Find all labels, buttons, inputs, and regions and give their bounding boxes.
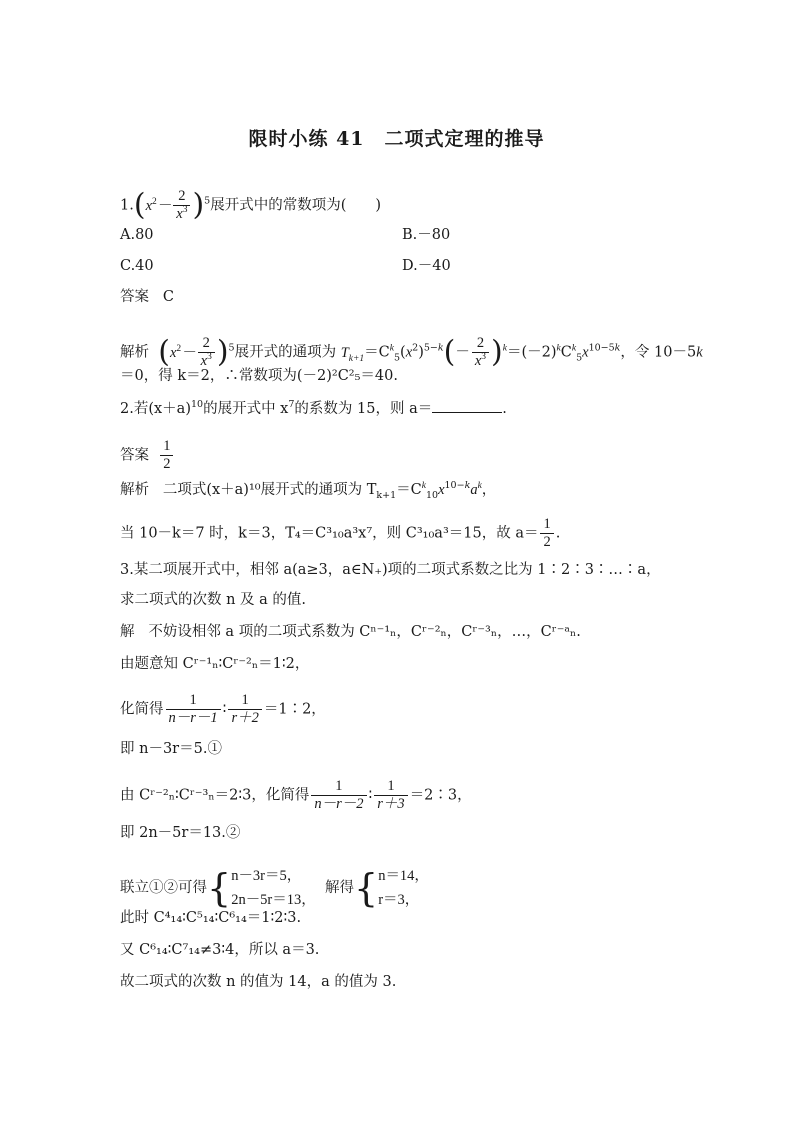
q3-ratio-2: ＝2∶3， [409,787,472,804]
q1-analysis-tail: ，令 10－5 [620,344,697,361]
q1-analysis-label: 解析 [120,344,149,361]
q3-condition-2: 由 Cʳ⁻²ₙ∶Cʳ⁻³ₙ＝2∶3，化简得 [120,787,310,804]
q1-option-a: A.80 [120,227,154,243]
q3-ratio-1: ＝1∶2， [263,701,326,718]
q3-solution-system: n＝14， r＝3， [378,868,429,908]
q3-solution-line7: 联立①②可得{ n－3r＝5， 2n－5r＝13， 解得{ n＝14， r＝3， [120,866,429,910]
q1-analysis-line1: 解析 ($x^2-$ $\frac{2}{x^3}$ )$^5$展开式的通项为 $T_{k+1}=C^k_5(x^2)^{5-k}(-$ $\frac{2}{x^3}$ )$^k=(-2)^kC^k_5x^{10-5k}$，令 10－5k [120,334,703,370]
q2-analysis-line2-text: 当 10－k＝7 时，k＝3，T₄＝C³₁₀a³x⁷，则 C³₁₀a³＝15，故 a＝ [120,525,539,542]
q2-stem: 2.若$(x+a)^{10}$的展开式中 $x^7$的系数为 15，则 a＝ . [120,399,507,417]
q2-analysis-label: 解析 [120,482,149,498]
q2-analysis-line1: 解析 二项式(x＋a)¹⁰展开式的通项为 $T_{k+1}=C^k_{10}x^{10-k}a^k$， [120,480,497,501]
q3-solution-label: 解 [120,624,135,640]
page-title: 限时小练 41 二项式定理的推导 [248,128,545,150]
q1-analysis-line2: ＝0，得 k＝2，∴常数项为(－2)²C²₅＝40. [120,368,398,384]
q3-solution-line3: 化简得 $\frac{1}{n-r-1}$ ∶ $\frac{1}{r+2}$ ＝1∶2， [120,692,326,726]
q2-analysis-text: 二项式(x＋a)¹⁰展开式的通项为 T [162,482,377,498]
q3-solution-line5: 由 Cʳ⁻²ₙ∶Cʳ⁻³ₙ＝2∶3，化简得 $\frac{1}{n-r-2}$ ∶ $\frac{1}{r+3}$ ＝2∶3， [120,778,472,812]
q1-option-b: B.－80 [402,227,451,243]
q3-solution-text: 不妨设相邻 a 项的二项式系数为 Cⁿ⁻¹ₙ，Cʳ⁻²ₙ，Cʳ⁻³ₙ，…，Cʳ⁻ᵃₙ. [148,624,581,640]
q1-stem-text: 展开式中的常数项为( ) [210,197,382,214]
q1-option-c: C.40 [120,258,154,274]
q2-analysis-line2: 当 10－k＝7 时，k＝3，T₄＝C³₁₀a³x⁷，则 C³₁₀a³＝15，故 a＝ $\frac{1}{2}$ . [120,516,561,550]
q3-solution-line4: 即 n－3r＝5.① [120,741,222,757]
q2-answer-label: 答案 [120,447,149,464]
q1-option-d: D.－40 [402,258,451,274]
q3-equation-system: n－3r＝5， 2n－5r＝13， [231,868,316,908]
q2-stem-a: 2.若(x＋a) [120,401,191,417]
q1-stem: $1.(x^2-$ $\frac{2}{x^3}$ )$^5$展开式中的常数项为( ) [120,187,382,223]
q3-solve-label: 解得 [325,880,354,896]
q2-stem-c: 的系数为 15，则 a＝ [294,401,433,417]
q3-simplify-label: 化简得 [120,701,164,718]
q3-stem-line2: 求二项式的次数 n 及 a 的值. [120,592,307,608]
q3-solution-line1 [120,622,581,642]
q2-stem-b: 的展开式中 x [203,401,289,417]
q1-answer-line [120,287,174,307]
q2-answer-blank [432,398,502,413]
q2-answer-line [120,438,175,473]
q3-solution-line9: 又 C⁶₁₄∶C⁷₁₄≠3∶4，所以 a＝3. [120,942,320,958]
q1-analysis-mid: 展开式的通项为 [234,344,337,361]
q2-answer-fraction: $\frac{1}{2}$ [160,438,173,473]
q1-number: 1. [120,197,134,214]
q3-solution-line10: 故二项式的次数 n 的值为 14，a 的值为 3. [120,974,397,990]
q1-answer-label: 答案 [120,289,149,305]
q3-stem-line1: 3.某二项展开式中，相邻 a(a≥3，a∈N₊)项的二项式系数之比为 1∶2∶3∶…∶a， [120,562,661,578]
q1-answer: C [162,289,174,305]
q3-combine-label: 联立①②可得 [120,880,207,896]
q3-solution-line8: 此时 C⁴₁₄∶C⁵₁₄∶C⁶₁₄＝1∶2∶3. [120,910,302,926]
q3-solution-line2: 由题意知 Cʳ⁻¹ₙ∶Cʳ⁻²ₙ＝1∶2， [120,656,310,672]
q3-solution-line6: 即 2n－5r＝13.② [120,825,241,841]
q1-analysis-end: ＝(－2) [506,344,557,361]
